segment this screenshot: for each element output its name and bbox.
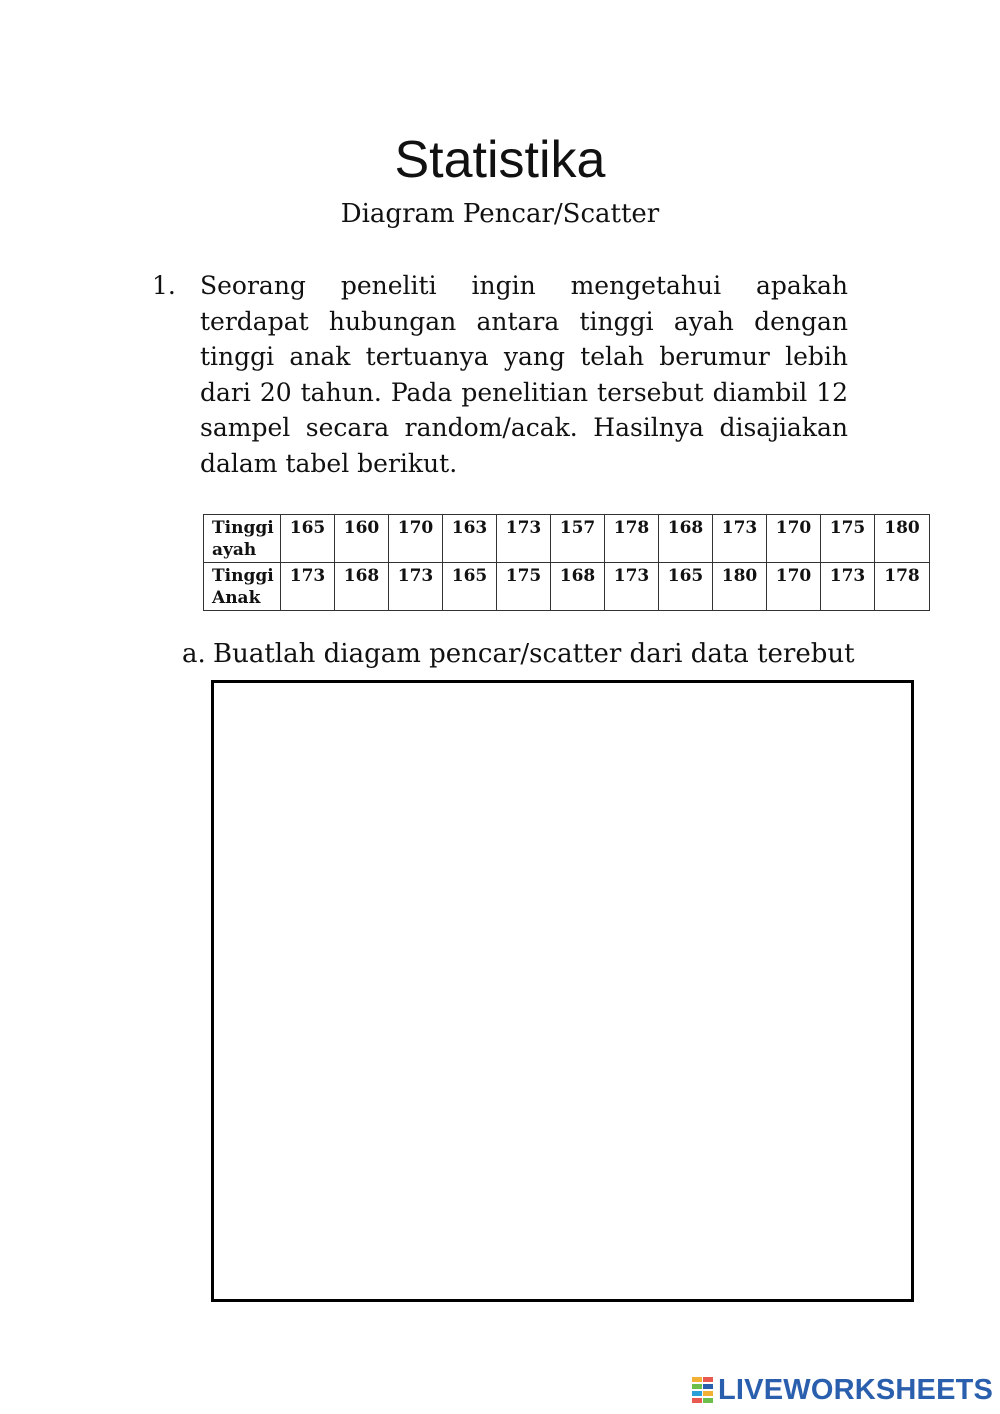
- table-cell: 165: [443, 563, 497, 611]
- table-cell: 173: [713, 515, 767, 563]
- table-cell: 165: [281, 515, 335, 563]
- table-cell: 173: [497, 515, 551, 563]
- table-cell: 157: [551, 515, 605, 563]
- logo-text: LIVEWORKSHEETS: [718, 1374, 994, 1406]
- sub-question-text: Buatlah diagam pencar/scatter dari data terebut: [213, 639, 855, 669]
- table-cell: 180: [713, 563, 767, 611]
- question-number: 1.: [152, 271, 176, 300]
- table-cell: 168: [659, 515, 713, 563]
- data-table: [203, 514, 930, 611]
- table-cell: 165: [659, 563, 713, 611]
- row-label-father: Tinggi ayah: [204, 515, 281, 563]
- page-title: Statistika: [394, 131, 606, 189]
- table-cell: 178: [875, 563, 930, 611]
- table-cell: 178: [605, 515, 659, 563]
- table-cell: 168: [335, 563, 389, 611]
- row-label-child: Tinggi Anak: [204, 563, 281, 611]
- table-cell: 168: [551, 563, 605, 611]
- table-cell: 173: [281, 563, 335, 611]
- table-cell: 170: [767, 563, 821, 611]
- table-cell: 175: [497, 563, 551, 611]
- table-cell: 160: [335, 515, 389, 563]
- answer-drawing-box[interactable]: [211, 680, 914, 1302]
- table-cell: 173: [605, 563, 659, 611]
- table-cell: 163: [443, 515, 497, 563]
- table-row-child: [204, 563, 930, 611]
- sub-question-letter: a.: [182, 639, 206, 669]
- table-cell: 170: [389, 515, 443, 563]
- table-row-father: [204, 515, 930, 563]
- table-cell: 170: [767, 515, 821, 563]
- table-cell: 180: [875, 515, 930, 563]
- liveworksheets-logo-icon: [692, 1377, 714, 1403]
- liveworksheets-logo: [692, 1374, 993, 1406]
- table-cell: 173: [389, 563, 443, 611]
- table-cell: 175: [821, 515, 875, 563]
- question-text: Seorang peneliti ingin mengetahui apakah terdapat hubungan antara tinggi ayah dengan tinggi anak tertuanya yang telah berumur lebih dari 20 tahun. Pada penelitian tersebut diambil 12 sampel secara random/acak. Hasilnya disajiakan dalam tabel berikut.: [200, 271, 848, 478]
- page-subtitle: Diagram Pencar/Scatter: [340, 199, 660, 229]
- table-cell: 173: [821, 563, 875, 611]
